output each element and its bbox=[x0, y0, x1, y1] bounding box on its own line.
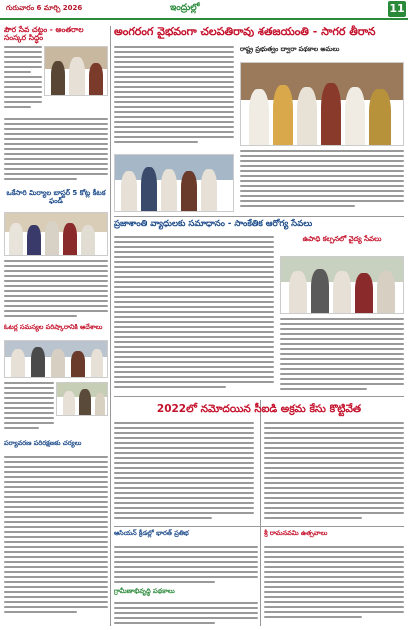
masthead: ఇంద్రుల్లో bbox=[170, 3, 200, 13]
article-body bbox=[4, 382, 54, 436]
article-headline: పర్యావరణ పరిరక్షణకు చర్యలు bbox=[4, 439, 82, 447]
article-body bbox=[114, 46, 234, 150]
issue-date: గురువారం 6 మార్చి 2026 bbox=[6, 4, 83, 12]
column-divider bbox=[260, 400, 261, 626]
lead-headline: అంగరంగ వైభవంగా చలపతిరావు శతజయంతి - సాగర తీరాన bbox=[114, 25, 376, 38]
article-body bbox=[280, 318, 404, 396]
section-divider bbox=[114, 216, 404, 217]
article-body bbox=[114, 546, 258, 586]
article-body bbox=[264, 546, 404, 626]
page-number: 11 bbox=[389, 2, 405, 15]
article-body bbox=[4, 46, 42, 116]
article-body bbox=[4, 260, 108, 320]
article-body bbox=[114, 422, 254, 524]
article-photo bbox=[4, 340, 108, 378]
column-divider bbox=[110, 26, 111, 626]
article-headline: ఓటర్ల సమస్యల పరిష్కారానికి ఆదేశాలు bbox=[4, 323, 103, 331]
sub-headline: రాష్ట్ర ప్రభుత్వం ద్వారా పథకాల అమలు bbox=[240, 45, 340, 53]
section-divider bbox=[114, 526, 404, 527]
article-body bbox=[264, 422, 404, 524]
article-headline: ఒకేసారి మిర్యాల బాస్టర్ 5 కోట్ల కీటక ఫండ్ bbox=[6, 189, 106, 205]
article-headline: 2022లో నమోదయిన సీఐడి అక్రమ కేసు కొట్టివేత bbox=[156, 403, 362, 415]
article-body bbox=[114, 236, 274, 396]
section-divider bbox=[114, 396, 404, 397]
article-headline: ఆసియన్ క్రీడల్లో భారత్ ప్రతిభ bbox=[114, 529, 189, 537]
article-body bbox=[4, 456, 108, 626]
article-headline: శ్రీ రామనవమి ఉత్సవాలు bbox=[264, 529, 328, 537]
article-photo bbox=[240, 62, 404, 146]
article-headline: ప్రజాశాంతి వ్యాధులకు సమాధానం - సాంకేతిక ఆరోగ్య సేవలు bbox=[114, 219, 313, 229]
article-headline: గ్రామీణాభివృద్ధి పథకాలు bbox=[114, 587, 175, 595]
article-headline: పౌర సేవ చట్టం - అంతరాల సంస్కర సిద్ధం bbox=[4, 25, 84, 43]
article-photo bbox=[4, 212, 108, 256]
page-header bbox=[0, 0, 408, 20]
article-body bbox=[240, 150, 404, 212]
article-photo bbox=[56, 382, 108, 416]
article-photo bbox=[114, 154, 234, 212]
article-photo bbox=[280, 256, 404, 314]
article-body bbox=[114, 602, 258, 626]
article-body bbox=[4, 118, 108, 184]
article-photo bbox=[44, 46, 108, 96]
article-headline: ఉపాధి కల్పనలో వైద్య సేవలు bbox=[302, 235, 382, 243]
